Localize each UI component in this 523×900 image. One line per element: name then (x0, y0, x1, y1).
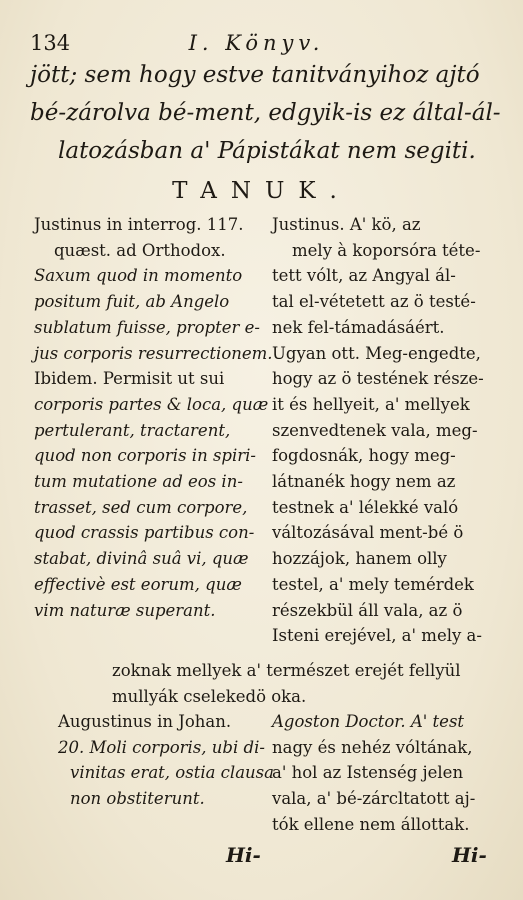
catchword: Hi- (452, 843, 487, 867)
latin-line: Augustinus in Johan. (58, 712, 232, 731)
hungarian-line: hozzájok, hanem olly (272, 549, 447, 569)
latin-line: stabat, divinâ suâ vi, quæ (34, 549, 249, 569)
hungarian-line: it és hellyeit, a' mellyek (272, 394, 470, 414)
latin-line: quod crassis partibus con- (34, 523, 255, 543)
latin-line: trasset, sed cum corpore, (34, 497, 248, 517)
hungarian-column (272, 212, 497, 649)
latin-line: non obstiterunt. (70, 789, 205, 809)
hungarian-line: tett vólt, az Angyal ál- (272, 266, 456, 286)
latin-column (34, 212, 273, 623)
latin-column-2 (58, 709, 274, 812)
continuation-line: zoknak mellyek a' természet erejét fellyül (112, 661, 461, 680)
hungarian-line: hogy az ö testének része- (272, 369, 484, 389)
section-title: TANUK. (172, 178, 351, 204)
intro-line: jött; sem hogy estve tanitványihoz ajtó (30, 62, 480, 88)
hungarian-line: testel, a' mely temérdek (272, 574, 474, 594)
running-head: I. Könyv. (188, 31, 325, 55)
hungarian-line: szenvedtenek vala, meg- (272, 420, 478, 440)
hungarian-line: részekbül áll vala, az ö (272, 600, 463, 620)
latin-line: quæst. ad Orthodox. (54, 240, 226, 260)
hungarian-line: fogdosnák, hogy meg- (272, 446, 456, 466)
latin-line: 20. Moli corporis, ubi di- (58, 737, 265, 757)
intro-paragraph (30, 56, 501, 170)
hungarian-line: a' hol az Istenség jelen (272, 763, 464, 783)
catchword: Hi- (226, 843, 261, 867)
latin-line: positum fuit, ab Angelo (34, 292, 230, 312)
hungarian-column-2 (272, 709, 497, 838)
latin-line: corporis partes & loca, quæ (34, 394, 269, 414)
latin-line: Ibidem. Permisit ut sui (34, 369, 225, 389)
latin-line: effectivè est eorum, quæ (34, 574, 242, 594)
latin-line: Saxum quod in momento (34, 266, 243, 286)
latin-line: jus corporis resurrectionem. (34, 343, 273, 363)
hungarian-line: Justinus. A' kö, az (272, 215, 421, 234)
page-header (30, 30, 483, 56)
hungarian-line: változásával ment-bé ö (272, 523, 464, 543)
hungarian-line: nagy és nehéz vóltának, (272, 737, 473, 757)
continuation-line: mullyák cselekedö oka. (112, 686, 307, 706)
page-number: 134 (30, 31, 71, 55)
latin-line: quod non corporis in spiri- (34, 446, 256, 466)
hungarian-line: tal el-vétetett az ö testé- (272, 292, 476, 312)
hungarian-line: látnanék hogy nem az (272, 472, 456, 492)
intro-line: bé-zárolva bé-ment, edgyik-is ez által-ál- (30, 100, 501, 126)
hungarian-line: nek fel-támadásáért. (272, 317, 445, 337)
latin-line: tum mutatione ad eos in- (34, 472, 243, 492)
hungarian-line: testnek a' lélekké való (272, 497, 459, 517)
latin-line: vim naturæ superant. (34, 600, 216, 620)
latin-line: Justinus in interrog. 117. (34, 215, 244, 234)
intro-line: latozásban a' Pápistákat nem segiti. (58, 138, 476, 164)
latin-line: pertulerant, tractarent, (34, 420, 231, 440)
latin-line: vinitas erat, ostia clausa (70, 763, 274, 783)
hungarian-line: Isteni erejével, a' mely a- (272, 626, 482, 646)
hungarian-line: tók ellene nem állottak. (272, 814, 470, 834)
hungarian-line: vala, a' bé-zárcltatott aj- (272, 789, 476, 809)
latin-line: sublatum fuisse, propter e- (34, 317, 260, 337)
continuation-lines (112, 658, 502, 709)
hungarian-line: Agoston Doctor. A' test (272, 712, 465, 731)
hungarian-line: Ugyan ott. Meg-engedte, (272, 343, 481, 363)
hungarian-line: mely à koporsóra téte- (292, 240, 481, 260)
